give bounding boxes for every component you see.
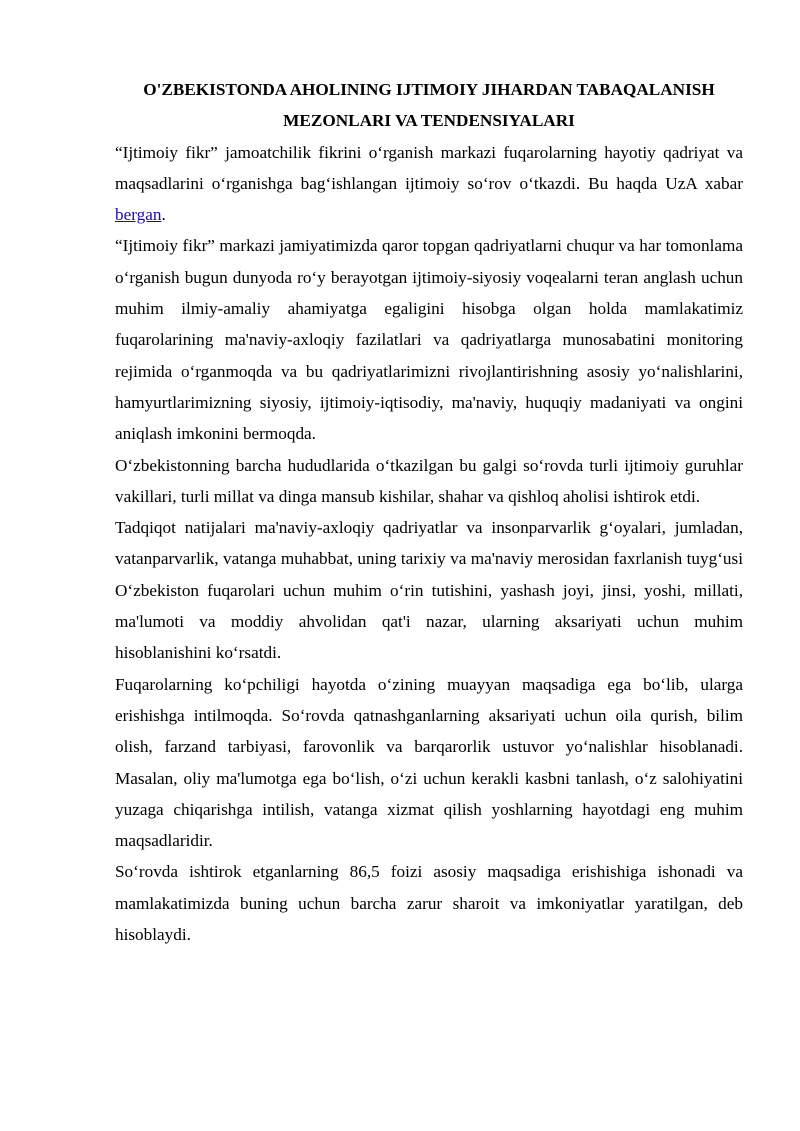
document-title bbox=[115, 74, 743, 137]
paragraph-1 bbox=[115, 137, 743, 231]
paragraph-6: So‘rovda ishtirok etganlarning 86,5 foizi asosiy maqsadiga erishishiga ishonadi va mamlakatimizda buning uchun barcha zarur sharoit va imkoniyatlar yaratilgan, deb hisoblaydi. bbox=[115, 862, 743, 945]
paragraph-2: “Ijtimoiy fikr” markazi jamiyatimizda qaror topgan qadriyatlarni chuqur va har tomonlama o‘rganish bugun dunyoda ro‘y berayotgan ijtimoiy-siyosiy voqealarni teran anglash uchun muhim ilmiy-amaliy ahamiyatga egaligini hisobga olgan holda mamlakatimiz fuqarolarining ma'naviy-axloqiy fazilatlari va qadriyatlarga munosabatini monitoring rejimida o‘rganmoqda va bu qadriyatlarimizni rivojlantirishning asosiy yo‘nalishlarini, hamyurtlarimizning siyosiy, ijtimoiy-iqtisodiy, ma'naviy, huquqiy madaniyati va ongini aniqlash imkonini bermoqda. bbox=[115, 236, 743, 444]
paragraph-3: O‘zbekistonning barcha hududlarida o‘tkazilgan bu galgi so‘rovda turli ijtimoiy guruhlar vakillari, turli millat va dinga mansub kishilar, shahar va qishloq aholisi ishtirok etdi. bbox=[115, 455, 743, 506]
paragraph-5: Fuqarolarning ko‘pchiligi hayotda o‘zining muayyan maqsadiga ega bo‘lib, ularga erishishga intilmoqda. So‘rovda qatnashganlarning aksariyati uchun oila qurish, bilim olish, farzand tarbiyasi, farovonlik va barqarorlik ustuvor yo‘nalishlar hisoblanadi. Masalan, oliy ma'lumotga ega bo‘lish, o‘zi uchun kerakli kasbni tanlash, o‘z salohiyatini yuzaga chiqarishga intilish, vatanga xizmat qilish yoshlarning hayotdagi eng muhim maqsadlaridir. bbox=[115, 674, 743, 851]
title-line-2: MEZONLARI VA TENDENSIYALARI bbox=[283, 111, 575, 131]
paragraph-1-end: . bbox=[161, 205, 166, 225]
paragraph-1-text: “Ijtimoiy fikr” jamoatchilik fikrini o‘rganish markazi fuqarolarning hayotiy qadriyat va maqsadlarini o‘rganishga bag‘ishlangan ijtimoiy so‘rov o‘tkazdi. Bu haqda UzA xabar bbox=[115, 142, 743, 193]
document-page bbox=[115, 74, 743, 950]
source-link[interactable]: bergan bbox=[115, 205, 162, 225]
title-line-1: O'ZBEKISTONDA AHOLINING IJTIMOIY JIHARDAN TABAQALANISH bbox=[143, 80, 715, 99]
paragraph-4: Tadqiqot natijalari ma'naviy-axloqiy qadriyatlar va insonparvarlik g‘oyalari, jumladan, vatanparvarlik, vatanga muhabbat, uning tarixiy va ma'naviy merosidan faxrlanish tuyg‘usi O‘zbekiston fuqarolari uchun muhim o‘rin tutishini, yashash joyi, jinsi, yoshi, millati, ma'lumoti va moddiy ahvolidan qat'i nazar, ularning aksariyati uchun muhim hisoblanishini ko‘rsatdi. bbox=[115, 518, 743, 663]
